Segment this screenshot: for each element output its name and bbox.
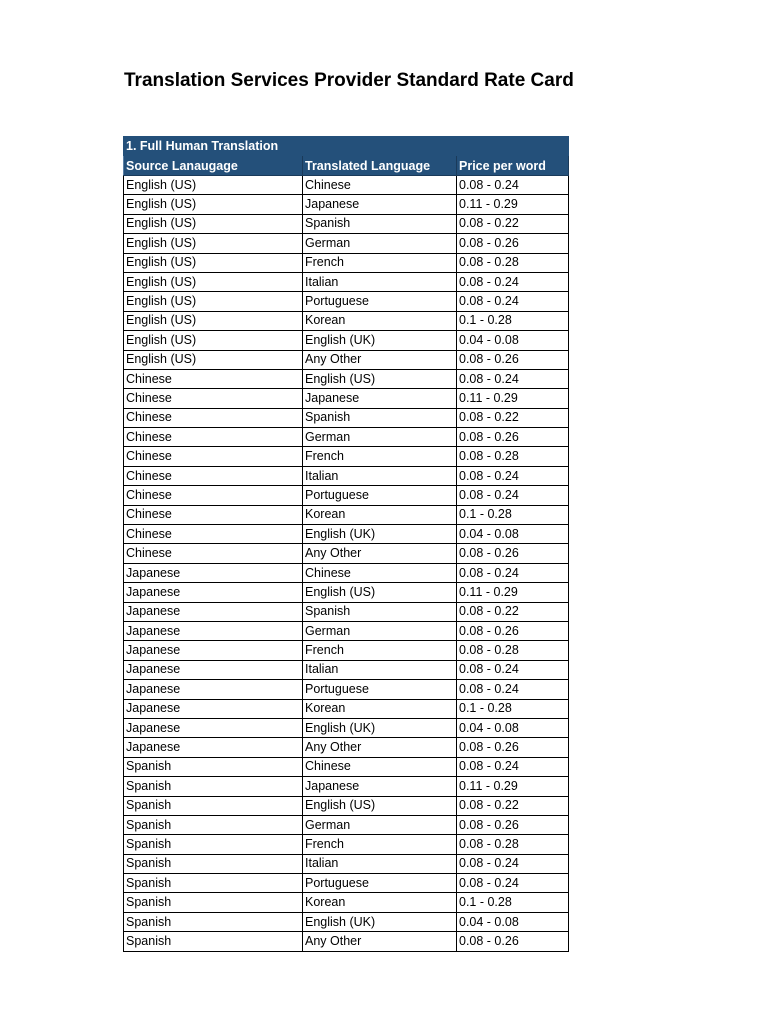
translated-language-cell: Chinese (303, 757, 457, 776)
source-language-cell: English (US) (124, 195, 303, 214)
translated-language-cell: Any Other (303, 738, 457, 757)
table-row (124, 272, 569, 291)
price-per-word-cell: 0.08 - 0.26 (457, 932, 569, 951)
translated-language-cell: English (UK) (303, 331, 457, 350)
table-row (124, 311, 569, 330)
translated-language-cell: Italian (303, 660, 457, 679)
source-language-cell: Spanish (124, 815, 303, 834)
translated-language-cell: Spanish (303, 602, 457, 621)
price-per-word-cell: 0.08 - 0.26 (457, 738, 569, 757)
price-per-word-cell: 0.08 - 0.24 (457, 757, 569, 776)
table-row (124, 815, 569, 834)
translated-language-cell: French (303, 253, 457, 272)
price-per-word-cell: 0.08 - 0.24 (457, 466, 569, 485)
price-per-word-cell: 0.08 - 0.28 (457, 641, 569, 660)
price-per-word-cell: 0.08 - 0.22 (457, 408, 569, 427)
price-per-word-cell: 0.11 - 0.29 (457, 195, 569, 214)
source-language-cell: English (US) (124, 253, 303, 272)
table-row (124, 505, 569, 524)
rate-table-body (124, 176, 569, 952)
table-row (124, 602, 569, 621)
table-row (124, 854, 569, 873)
price-per-word-cell: 0.08 - 0.28 (457, 835, 569, 854)
source-language-cell: Spanish (124, 874, 303, 893)
table-row (124, 738, 569, 757)
translated-language-cell: French (303, 641, 457, 660)
price-per-word-cell: 0.08 - 0.24 (457, 272, 569, 291)
source-language-cell: Chinese (124, 505, 303, 524)
column-header-source-language: Source Lanaugage (124, 156, 303, 176)
price-per-word-cell: 0.08 - 0.22 (457, 214, 569, 233)
table-row (124, 699, 569, 718)
source-language-cell: Spanish (124, 757, 303, 776)
source-language-cell: Chinese (124, 447, 303, 466)
translated-language-cell: Portuguese (303, 292, 457, 311)
source-language-cell: English (US) (124, 311, 303, 330)
source-language-cell: Chinese (124, 389, 303, 408)
price-per-word-cell: 0.11 - 0.29 (457, 583, 569, 602)
table-row (124, 660, 569, 679)
price-per-word-cell: 0.08 - 0.26 (457, 234, 569, 253)
table-row (124, 718, 569, 737)
table-row (124, 932, 569, 951)
source-language-cell: Chinese (124, 369, 303, 388)
translated-language-cell: Portuguese (303, 680, 457, 699)
source-language-cell: Japanese (124, 718, 303, 737)
translated-language-cell: Korean (303, 505, 457, 524)
column-header-row (124, 156, 569, 176)
table-row (124, 331, 569, 350)
price-per-word-cell: 0.08 - 0.24 (457, 486, 569, 505)
source-language-cell: Japanese (124, 641, 303, 660)
translated-language-cell: German (303, 234, 457, 253)
price-per-word-cell: 0.08 - 0.24 (457, 680, 569, 699)
translated-language-cell: Any Other (303, 932, 457, 951)
table-row (124, 408, 569, 427)
translated-language-cell: French (303, 447, 457, 466)
price-per-word-cell: 0.11 - 0.29 (457, 777, 569, 796)
table-row (124, 912, 569, 931)
table-row (124, 176, 569, 195)
table-row (124, 253, 569, 272)
source-language-cell: Chinese (124, 544, 303, 563)
source-language-cell: Japanese (124, 738, 303, 757)
table-row (124, 621, 569, 640)
table-row (124, 292, 569, 311)
source-language-cell: English (US) (124, 331, 303, 350)
source-language-cell: English (US) (124, 176, 303, 195)
table-row (124, 796, 569, 815)
price-per-word-cell: 0.08 - 0.24 (457, 660, 569, 679)
source-language-cell: Japanese (124, 680, 303, 699)
page-title: Translation Services Provider Standard Rate Card (124, 70, 574, 91)
translated-language-cell: Italian (303, 272, 457, 291)
table-row (124, 893, 569, 912)
section-title-row (124, 137, 569, 156)
source-language-cell: Japanese (124, 563, 303, 582)
table-row (124, 234, 569, 253)
table-row (124, 214, 569, 233)
price-per-word-cell: 0.1 - 0.28 (457, 893, 569, 912)
translated-language-cell: Italian (303, 854, 457, 873)
translated-language-cell: Italian (303, 466, 457, 485)
table-row (124, 680, 569, 699)
price-per-word-cell: 0.08 - 0.24 (457, 176, 569, 195)
price-per-word-cell: 0.04 - 0.08 (457, 912, 569, 931)
price-per-word-cell: 0.04 - 0.08 (457, 525, 569, 544)
price-per-word-cell: 0.04 - 0.08 (457, 718, 569, 737)
price-per-word-cell: 0.08 - 0.22 (457, 602, 569, 621)
source-language-cell: Chinese (124, 408, 303, 427)
source-language-cell: Japanese (124, 583, 303, 602)
source-language-cell: Japanese (124, 621, 303, 640)
translated-language-cell: German (303, 815, 457, 834)
translated-language-cell: English (UK) (303, 525, 457, 544)
price-per-word-cell: 0.08 - 0.24 (457, 874, 569, 893)
table-row (124, 195, 569, 214)
source-language-cell: Japanese (124, 602, 303, 621)
translated-language-cell: French (303, 835, 457, 854)
table-row (124, 777, 569, 796)
translated-language-cell: Korean (303, 311, 457, 330)
source-language-cell: Spanish (124, 912, 303, 931)
price-per-word-cell: 0.1 - 0.28 (457, 505, 569, 524)
price-per-word-cell: 0.1 - 0.28 (457, 699, 569, 718)
translated-language-cell: English (US) (303, 796, 457, 815)
price-per-word-cell: 0.04 - 0.08 (457, 331, 569, 350)
source-language-cell: Chinese (124, 486, 303, 505)
price-per-word-cell: 0.08 - 0.22 (457, 796, 569, 815)
translated-language-cell: Any Other (303, 544, 457, 563)
table-row (124, 757, 569, 776)
table-row (124, 544, 569, 563)
source-language-cell: English (US) (124, 214, 303, 233)
translated-language-cell: English (US) (303, 369, 457, 388)
source-language-cell: Chinese (124, 525, 303, 544)
table-row (124, 447, 569, 466)
price-per-word-cell: 0.08 - 0.28 (457, 447, 569, 466)
translated-language-cell: Japanese (303, 389, 457, 408)
source-language-cell: Spanish (124, 796, 303, 815)
price-per-word-cell: 0.08 - 0.24 (457, 292, 569, 311)
table-row (124, 641, 569, 660)
translated-language-cell: Korean (303, 699, 457, 718)
column-header-translated-language: Translated Language (303, 156, 457, 176)
source-language-cell: Chinese (124, 466, 303, 485)
rate-table (123, 136, 569, 952)
translated-language-cell: Chinese (303, 176, 457, 195)
source-language-cell: Spanish (124, 835, 303, 854)
translated-language-cell: English (UK) (303, 718, 457, 737)
table-row (124, 874, 569, 893)
source-language-cell: Spanish (124, 932, 303, 951)
table-row (124, 369, 569, 388)
source-language-cell: Japanese (124, 660, 303, 679)
source-language-cell: Spanish (124, 777, 303, 796)
price-per-word-cell: 0.08 - 0.26 (457, 621, 569, 640)
table-row (124, 389, 569, 408)
table-row (124, 466, 569, 485)
price-per-word-cell: 0.08 - 0.28 (457, 253, 569, 272)
source-language-cell: Spanish (124, 854, 303, 873)
price-per-word-cell: 0.08 - 0.24 (457, 369, 569, 388)
table-row (124, 835, 569, 854)
translated-language-cell: Chinese (303, 563, 457, 582)
translated-language-cell: German (303, 428, 457, 447)
source-language-cell: English (US) (124, 272, 303, 291)
translated-language-cell: Japanese (303, 195, 457, 214)
source-language-cell: English (US) (124, 350, 303, 369)
translated-language-cell: Spanish (303, 214, 457, 233)
translated-language-cell: Japanese (303, 777, 457, 796)
source-language-cell: Japanese (124, 699, 303, 718)
translated-language-cell: English (UK) (303, 912, 457, 931)
price-per-word-cell: 0.08 - 0.26 (457, 815, 569, 834)
translated-language-cell: Portuguese (303, 874, 457, 893)
translated-language-cell: Portuguese (303, 486, 457, 505)
price-per-word-cell: 0.08 - 0.24 (457, 854, 569, 873)
table-row (124, 583, 569, 602)
source-language-cell: Spanish (124, 893, 303, 912)
price-per-word-cell: 0.08 - 0.24 (457, 563, 569, 582)
table-row (124, 486, 569, 505)
price-per-word-cell: 0.08 - 0.26 (457, 544, 569, 563)
table-row (124, 525, 569, 544)
translated-language-cell: Any Other (303, 350, 457, 369)
source-language-cell: English (US) (124, 292, 303, 311)
column-header-price-per-word: Price per word (457, 156, 569, 176)
section-title: 1. Full Human Translation (124, 137, 569, 156)
table-row (124, 350, 569, 369)
translated-language-cell: German (303, 621, 457, 640)
source-language-cell: English (US) (124, 234, 303, 253)
table-row (124, 563, 569, 582)
source-language-cell: Chinese (124, 428, 303, 447)
price-per-word-cell: 0.08 - 0.26 (457, 428, 569, 447)
translated-language-cell: English (US) (303, 583, 457, 602)
translated-language-cell: Korean (303, 893, 457, 912)
price-per-word-cell: 0.1 - 0.28 (457, 311, 569, 330)
table-row (124, 428, 569, 447)
price-per-word-cell: 0.08 - 0.26 (457, 350, 569, 369)
price-per-word-cell: 0.11 - 0.29 (457, 389, 569, 408)
translated-language-cell: Spanish (303, 408, 457, 427)
